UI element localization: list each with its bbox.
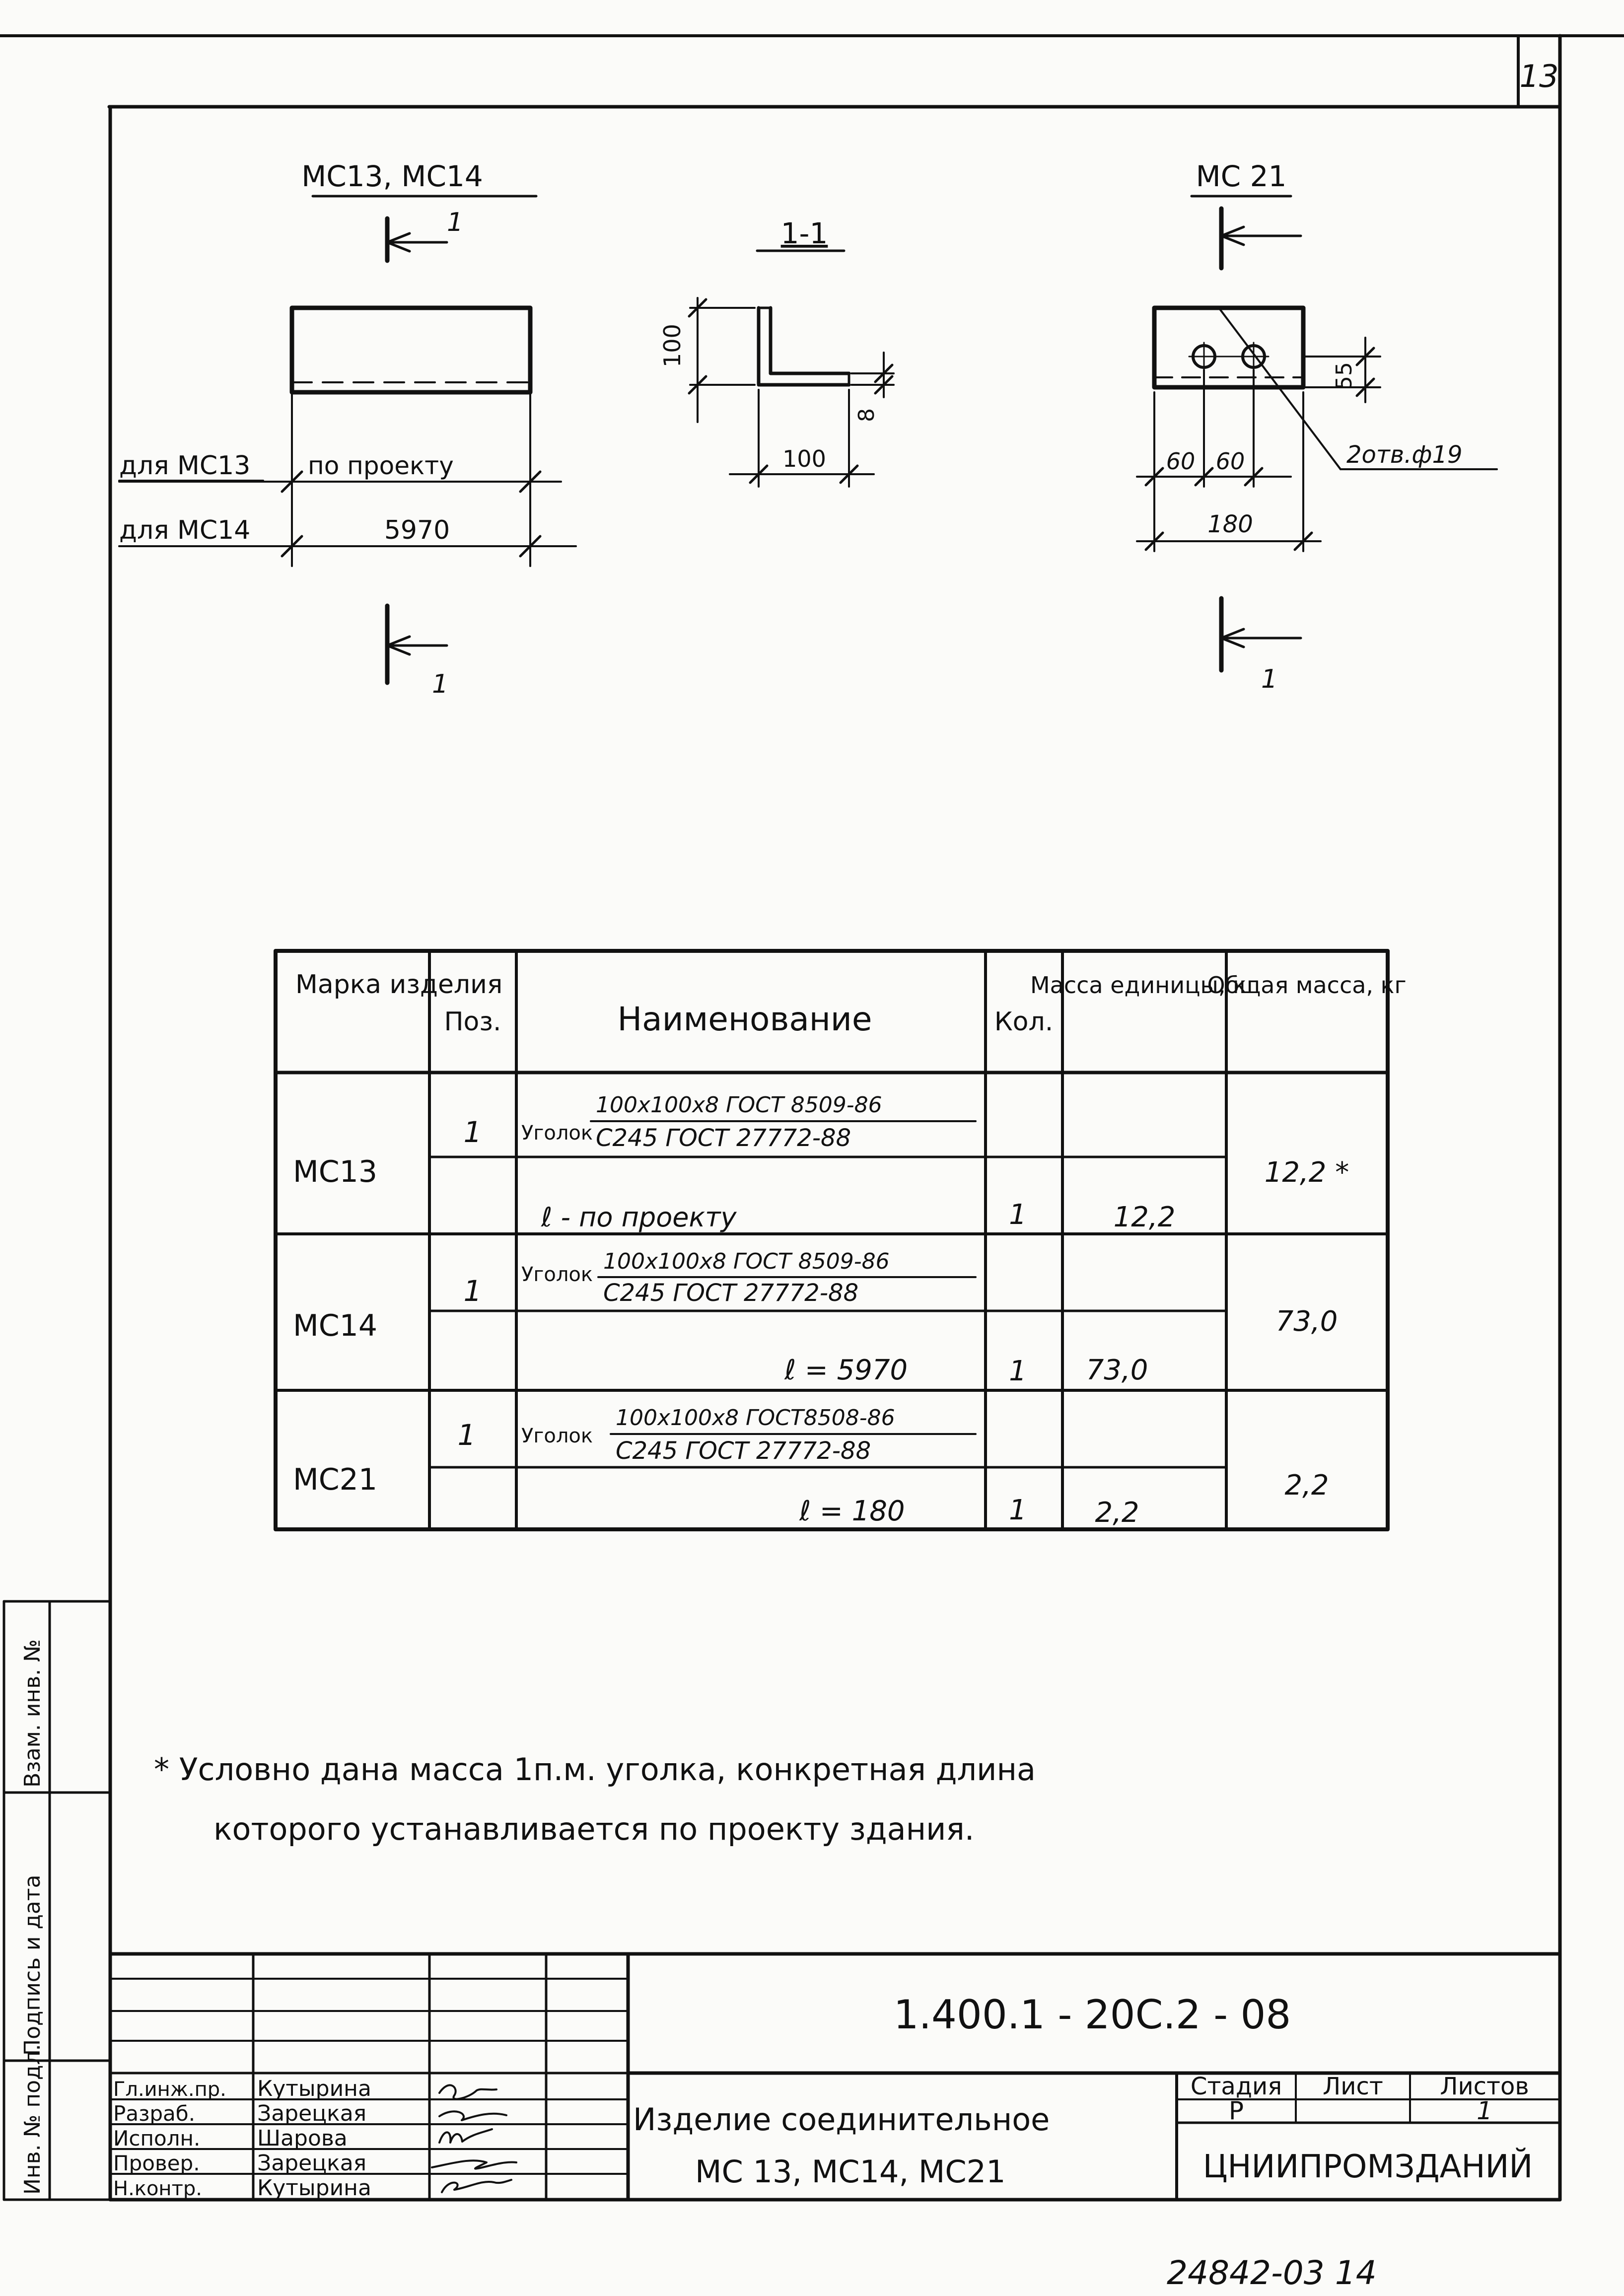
section-title: 1-1 <box>780 216 828 250</box>
row1-item: Уголок <box>521 1122 593 1145</box>
row1-total-mass: 12,2 * <box>1264 1156 1349 1189</box>
name-3: Шарова <box>257 2126 348 2151</box>
hdr-qty: Кол. <box>994 1007 1054 1037</box>
stage-value: Р <box>1228 2096 1244 2125</box>
stamp-inv-podl: Инв. № подл. <box>20 2044 45 2195</box>
view-mc13-mc14 <box>119 159 576 699</box>
doc-code: 1.400.1 - 20С.2 - 08 <box>893 1992 1291 2038</box>
section-1-1 <box>659 216 894 487</box>
dim-label-mc13: для МС13 <box>119 451 251 481</box>
holes-label: 2отв.ф19 <box>1346 441 1463 469</box>
row2-profile: 100x100x8 ГОСТ 8509-86 <box>603 1249 890 1274</box>
sheets-value: 1 <box>1477 2096 1492 2125</box>
row1-mark: МС13 <box>293 1154 378 1189</box>
row3-mark: МС21 <box>293 1462 378 1497</box>
dim-height: 100 <box>659 324 686 367</box>
row1-profile: 100x100x8 ГОСТ 8509-86 <box>596 1092 882 1118</box>
view-right-title: МС 21 <box>1196 159 1287 193</box>
dim-180: 180 <box>1207 510 1253 538</box>
footnote-line1: * Условно дана масса 1п.м. уголка, конкретная длина <box>154 1751 1036 1788</box>
dim-thickness: 8 <box>854 408 879 422</box>
row2-item: Уголок <box>521 1263 593 1286</box>
section-mark-bottom: 1 <box>432 669 449 699</box>
sheets-label: Листов <box>1440 2073 1529 2100</box>
dim-60a: 60 <box>1166 448 1196 475</box>
dim-mc14-value: 5970 <box>384 515 450 545</box>
row2-qty: 1 <box>1009 1355 1027 1387</box>
section-mark-top: 1 <box>447 208 464 237</box>
role-1: Гл.инж.пр. <box>113 2078 226 2101</box>
title-line1: Изделие соединительное <box>633 2101 1050 2138</box>
sheet-frame <box>0 36 1624 2200</box>
row1-unit-mass: 12,2 <box>1113 1201 1176 1233</box>
row3-qty: 1 <box>1009 1494 1027 1526</box>
title-line2: МС 13, МС14, МС21 <box>695 2153 1006 2190</box>
row2-unit-mass: 73,0 <box>1086 1354 1148 1386</box>
role-5: Н.контр. <box>113 2177 202 2200</box>
row1-qty: 1 <box>1009 1199 1027 1231</box>
row2-mark: МС14 <box>293 1308 378 1343</box>
dim-55: 55 <box>1332 362 1357 390</box>
row1-pos: 1 <box>463 1115 482 1149</box>
organization: ЦНИИПРОМЗДАНИЙ <box>1202 2149 1533 2185</box>
row3-total-mass: 2,2 <box>1284 1469 1329 1502</box>
dim-mc13-value: по проекту <box>308 451 454 480</box>
row2-length: ℓ = 5970 <box>784 1354 908 1386</box>
dim-label-mc14: для МС14 <box>119 515 251 545</box>
stage-label: Стадия <box>1190 2073 1282 2100</box>
row2-steel: С245 ГОСТ 27772-88 <box>603 1279 859 1307</box>
hdr-mark <box>295 970 502 1000</box>
hdr-name: Наименование <box>617 1000 872 1038</box>
row3-pos: 1 <box>457 1418 476 1452</box>
hdr-mark-text: Марка изделия <box>295 970 503 1000</box>
view-mc21 <box>1137 159 1497 694</box>
name-5: Кутырина <box>257 2175 371 2201</box>
dim-60b: 60 <box>1215 448 1245 475</box>
row2-total-mass: 73,0 <box>1275 1305 1338 1338</box>
dim-width: 100 <box>782 445 826 472</box>
stamp-podpis-data: Подпись и дата <box>20 1874 45 2056</box>
sheet-label: Лист <box>1323 2073 1383 2100</box>
hdr-unit-mass: Масса единицы, кг <box>1030 972 1259 999</box>
hdr-total-mass: Общая масса, кг <box>1207 972 1407 999</box>
row2-pos: 1 <box>463 1274 482 1308</box>
section-mark-bottom-mc21: 1 <box>1261 664 1278 694</box>
stamp-vzam-inv: Взам. инв. № <box>20 1639 45 1788</box>
role-4: Провер. <box>113 2151 200 2175</box>
row3-item: Уголок <box>521 1425 593 1447</box>
name-2: Зарецкая <box>257 2101 367 2126</box>
view-left-title: МС13, МС14 <box>301 159 483 193</box>
row1-length: ℓ - по проекту <box>541 1202 737 1233</box>
role-2: Разраб. <box>113 2101 196 2126</box>
footnote-line2: которого устанавливается по проекту здания. <box>213 1811 975 1847</box>
page-number: 13 <box>1519 58 1559 94</box>
row3-steel: С245 ГОСТ 27772-88 <box>616 1437 871 1465</box>
row3-length: ℓ = 180 <box>799 1495 905 1527</box>
name-4: Зарецкая <box>257 2151 367 2176</box>
signature-marks <box>432 2085 516 2192</box>
name-1: Кутырина <box>257 2076 371 2101</box>
row3-profile: 100x100x8 ГОСТ8508-86 <box>616 1405 895 1431</box>
role-3: Исполн. <box>113 2126 201 2151</box>
hdr-pos: Поз. <box>444 1007 501 1037</box>
row1-steel: С245 ГОСТ 27772-88 <box>596 1124 851 1152</box>
archive-number: 24842-03 14 <box>1167 2254 1377 2292</box>
row3-unit-mass: 2,2 <box>1095 1497 1139 1529</box>
